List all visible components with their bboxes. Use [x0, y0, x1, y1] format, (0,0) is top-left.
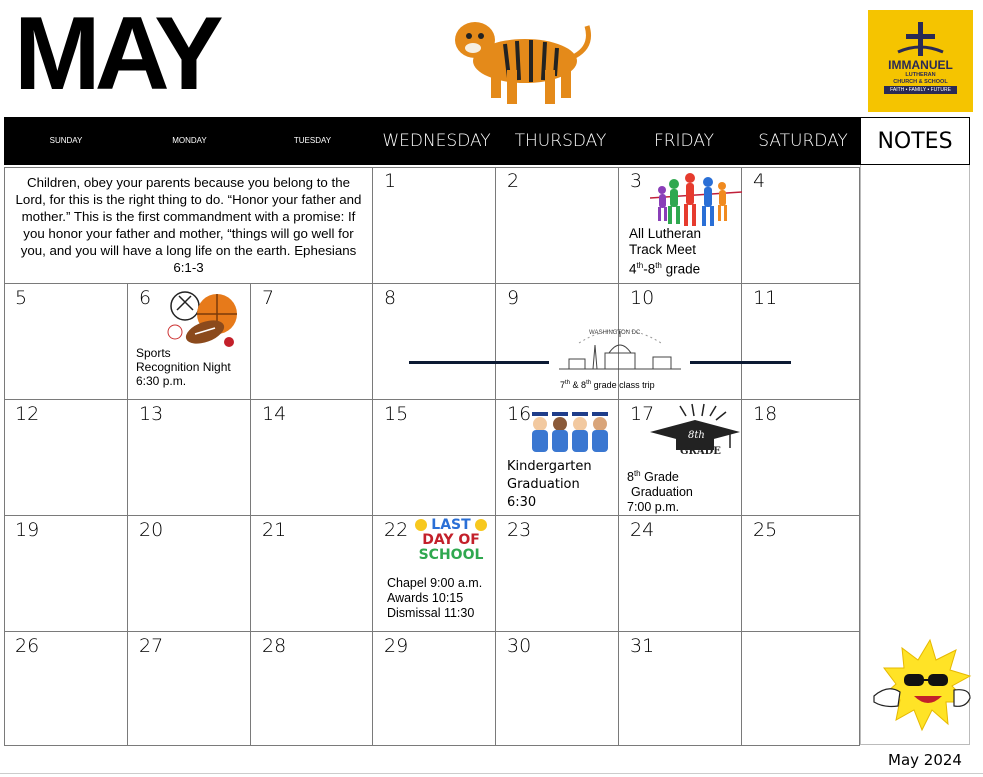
washington-skyline-icon	[549, 323, 691, 375]
day-number: 29	[384, 635, 409, 657]
day-number: 11	[753, 287, 778, 309]
day-number: 23	[507, 519, 532, 541]
day-number: 31	[630, 635, 655, 657]
sports-line3: 6:30 p.m.	[136, 374, 187, 388]
eighth-grade-event	[627, 466, 693, 515]
logo-line2: CHURCH & SCHOOL	[893, 79, 948, 85]
day-number: 22	[384, 519, 409, 541]
day-number: 2	[507, 170, 520, 192]
kinder-line1: Kindergarten	[507, 459, 592, 474]
day-cell[interactable]	[4, 400, 128, 516]
day-cell[interactable]	[4, 516, 128, 632]
sports-line1: Sports	[136, 346, 171, 360]
sports-line2: Recognition Night	[136, 360, 231, 374]
day-cell[interactable]	[128, 632, 251, 746]
tiger-image	[445, 6, 595, 110]
last-day-line3: Dismissal 11:30	[387, 606, 475, 620]
day-number: 8	[384, 287, 397, 309]
day-number: 20	[139, 519, 164, 541]
trip-grade-a-sup: th	[565, 380, 571, 386]
eighth-line2: Graduation	[631, 485, 693, 500]
last-day-event	[387, 576, 482, 621]
dc-label: WASHINGTON DC	[589, 330, 641, 336]
day-number: 24	[630, 519, 655, 541]
weekday-wednesday: WEDNESDAY	[382, 131, 491, 151]
trip-line-right	[690, 361, 791, 364]
day-number: 21	[262, 519, 287, 541]
day-number: 28	[262, 635, 287, 657]
day-number: 16	[507, 403, 532, 425]
kindergarten-graduates-icon	[530, 410, 610, 454]
weekday-saturday: SATURDAY	[758, 131, 848, 151]
eighth-line1	[627, 466, 693, 485]
notes-heading: NOTES	[860, 117, 970, 165]
graduation-cap-icon	[650, 402, 740, 464]
logo-line1: LUTHERAN	[905, 72, 936, 78]
weekday-thursday: THURSDAY	[514, 131, 607, 151]
weekday-friday: FRIDAY	[653, 131, 715, 151]
trip-event: 7th & 8th grade class trip	[560, 380, 655, 390]
day-number: 27	[139, 635, 164, 657]
grade-from-sup: th	[636, 261, 644, 270]
month-title: MAY	[14, 0, 218, 112]
day-cell[interactable]	[373, 284, 496, 400]
day-number: 25	[753, 519, 778, 541]
grade-word: grade	[665, 261, 701, 277]
day-cell[interactable]	[496, 167, 619, 284]
day-cell[interactable]	[373, 400, 496, 516]
last-day-line1: Chapel 9:00 a.m.	[387, 576, 483, 590]
kindergarten-event	[507, 458, 592, 512]
grade-to: 8	[647, 261, 656, 277]
sun-sunglasses-icon	[870, 636, 974, 740]
weekday-monday: MONDAY	[172, 136, 207, 145]
grade-to-sup: th	[655, 261, 662, 270]
trip-text: grade class trip	[593, 380, 655, 390]
day-number: 3	[630, 170, 643, 192]
trip-grade-b-sup: th	[586, 380, 592, 386]
eighth-grade-word: Grade	[644, 470, 679, 485]
sports-event	[136, 346, 231, 388]
weekday-sunday: SUNDAY	[49, 136, 83, 145]
day-number: 26	[15, 635, 40, 657]
footer-divider	[0, 773, 983, 774]
day-number: 17	[630, 403, 655, 425]
day-cell[interactable]	[128, 400, 251, 516]
day-cell[interactable]	[4, 284, 128, 400]
day-number: 14	[262, 403, 287, 425]
track-meet-event	[629, 226, 701, 278]
day-cell[interactable]	[742, 516, 860, 632]
day-number: 9	[507, 287, 520, 309]
day-number: 4	[753, 170, 766, 192]
day-cell[interactable]	[251, 284, 373, 400]
eighth-grade-number: 8	[627, 470, 634, 485]
day-cell[interactable]	[742, 400, 860, 516]
day-cell[interactable]	[619, 516, 742, 632]
day-cell[interactable]	[742, 284, 860, 400]
eighth-grade-sup: th	[633, 469, 641, 478]
trip-line-left	[409, 361, 549, 364]
day-number: 12	[15, 403, 40, 425]
grad-badge-number: 8th	[688, 430, 705, 441]
day-number: 30	[507, 635, 532, 657]
eighth-line3: 7:00 p.m.	[627, 500, 680, 515]
footer-date: May 2024	[888, 751, 962, 769]
school-logo	[868, 10, 973, 112]
day-cell[interactable]	[619, 632, 742, 746]
trip-grade-a: 7	[560, 380, 566, 390]
day-cell[interactable]	[251, 632, 373, 746]
grad-badge-word: GRADE	[680, 446, 721, 457]
day-number: 7	[262, 287, 275, 309]
day-cell[interactable]	[742, 167, 860, 284]
runners-icon	[650, 170, 742, 232]
weekday-tuesday: TUESDAY	[293, 136, 332, 145]
day-number: 1	[384, 170, 397, 192]
bible-verse: Children, obey your parents because you belong to the Lord, for this is the right thing to do. “Honor your father and mother.” This is the first commandment with a promise: If you honor your father and mother, “things will go well for you, and you will have a long life on the earth. Ephesians 6:1-3	[15, 175, 362, 275]
track-meet-line2: Track Meet	[629, 242, 697, 257]
day-cell[interactable]	[251, 516, 373, 632]
last-day-badge	[413, 518, 489, 570]
day-cell[interactable]	[373, 167, 496, 284]
kinder-line3: 6:30	[507, 495, 537, 510]
logo-tagline: FAITH • FAMILY • FUTURE	[884, 86, 957, 94]
day-cell[interactable]	[4, 632, 128, 746]
last-day-word2: DAY OF	[422, 532, 480, 548]
trip-grade-b: 8	[581, 380, 587, 390]
day-cell[interactable]	[496, 516, 619, 632]
last-day-line2: Awards 10:15	[387, 591, 464, 605]
day-number: 10	[630, 287, 655, 309]
last-day-word3: SCHOOL	[418, 547, 484, 563]
last-day-word1: LAST	[431, 517, 471, 533]
sports-balls-icon	[167, 288, 239, 348]
day-cell[interactable]	[128, 516, 251, 632]
kinder-line2: Graduation	[507, 477, 580, 492]
grade-from: 4	[629, 261, 637, 277]
logo-name: IMMANUEL	[888, 58, 953, 72]
track-meet-line1: All Lutheran	[629, 226, 702, 241]
day-cell[interactable]	[373, 632, 496, 746]
day-cell[interactable]	[251, 400, 373, 516]
day-number: 19	[15, 519, 40, 541]
track-meet-grades: 4th-8th grade	[629, 261, 701, 277]
empty-cell	[742, 632, 860, 746]
day-number: 6	[139, 287, 152, 309]
day-cell[interactable]	[496, 632, 619, 746]
day-number: 18	[753, 403, 778, 425]
day-number: 15	[384, 403, 409, 425]
day-number: 13	[139, 403, 164, 425]
day-number: 5	[15, 287, 28, 309]
